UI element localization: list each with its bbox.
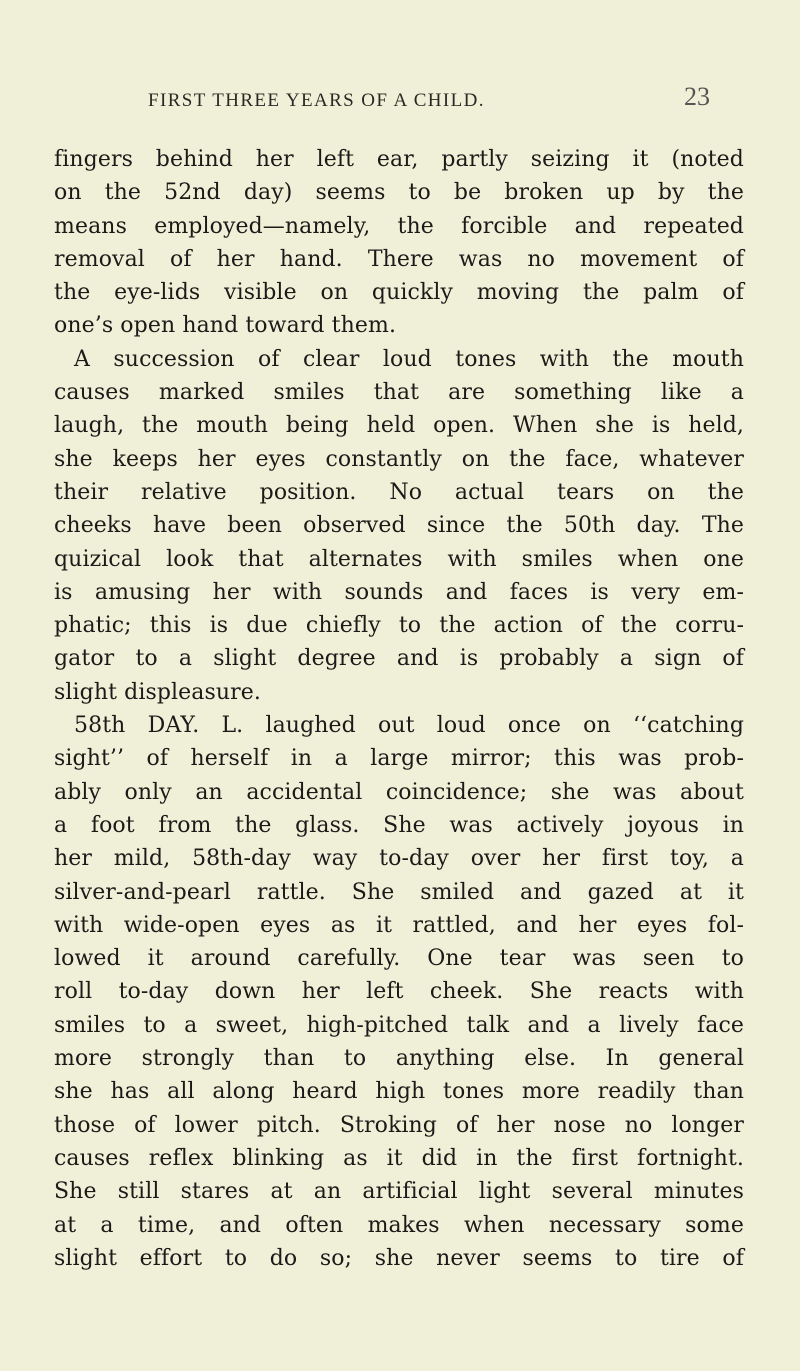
text-line: sight’’ of herself in a large mirror; this was prob- [54,746,744,772]
text-line: their relative position. No actual tears on the [54,479,744,505]
text-line: is amusing her with sounds and faces is very em- [54,579,744,605]
text-line: silver-and-pearl rattle. She smiled and gazed at it [54,879,744,905]
text-line: laugh, the mouth being held open. When she is held, [54,413,744,439]
page-number: 23 [684,82,710,111]
text-line: fingers behind her left ear, partly seizing it (noted [54,147,744,172]
text-line: slight effort to do so; she never seems to tire of [54,1245,744,1271]
text-line: ably only an accidental coincidence; she was about [54,779,744,805]
text-line: more strongly than to anything else. In general [54,1046,744,1072]
text-line: phatic; this is due chiefly to the action of the corru- [54,613,744,639]
text-line: her mild, 58th-day way to-day over her first toy, a [54,846,744,872]
text-line: a foot from the glass. She was actively joyous in [54,812,744,838]
text-line: those of lower pitch. Stroking of her nose no longer [54,1112,744,1138]
text-line: roll to-day down her left cheek. She reacts with [54,979,744,1005]
text-line: at a time, and often makes when necessary some [54,1212,744,1238]
text-line: removal of her hand. There was no movement of [54,246,744,272]
text-line: causes reflex blinking as it did in the first fortnight. [54,1145,744,1171]
text-line: gator to a slight degree and is probably a sign of [54,646,744,672]
text-line: She still stares at an artificial light several minutes [54,1179,744,1205]
text-line: one’s open hand toward them. [54,313,397,339]
text-line: lowed it around carefully. One tear was seen to [54,946,744,972]
text-line: smiles to a sweet, high-pitched talk and a lively face [54,1012,744,1038]
text-line: slight displeasure. [54,679,262,705]
running-head: FIRST THREE YEARS OF A CHILD. [148,90,485,111]
text-line: she keeps her eyes constantly on the face, whatever [54,446,744,472]
text-line: causes marked smiles that are something like a [54,380,744,406]
text-line: cheeks have been observed since the 50th day. The [54,513,744,539]
text-line: means employed—namely, the forcible and repeated [54,213,744,239]
text-line: 58th DAY. L. laughed out loud once on ‘‘catching [74,713,744,739]
text-line: she has all along heard high tones more readily than [54,1079,744,1105]
text-line: with wide-open eyes as it rattled, and her eyes fol- [54,912,744,938]
text-line: on the 52nd day) seems to be broken up by the [54,180,744,206]
body-text [54,143,744,1275]
text-line: quizical look that alternates with smiles when one [54,546,744,572]
text-line: the eye-lids visible on quickly moving the palm of [54,280,744,306]
text-line: A succession of clear loud tones with the mouth [74,346,744,372]
